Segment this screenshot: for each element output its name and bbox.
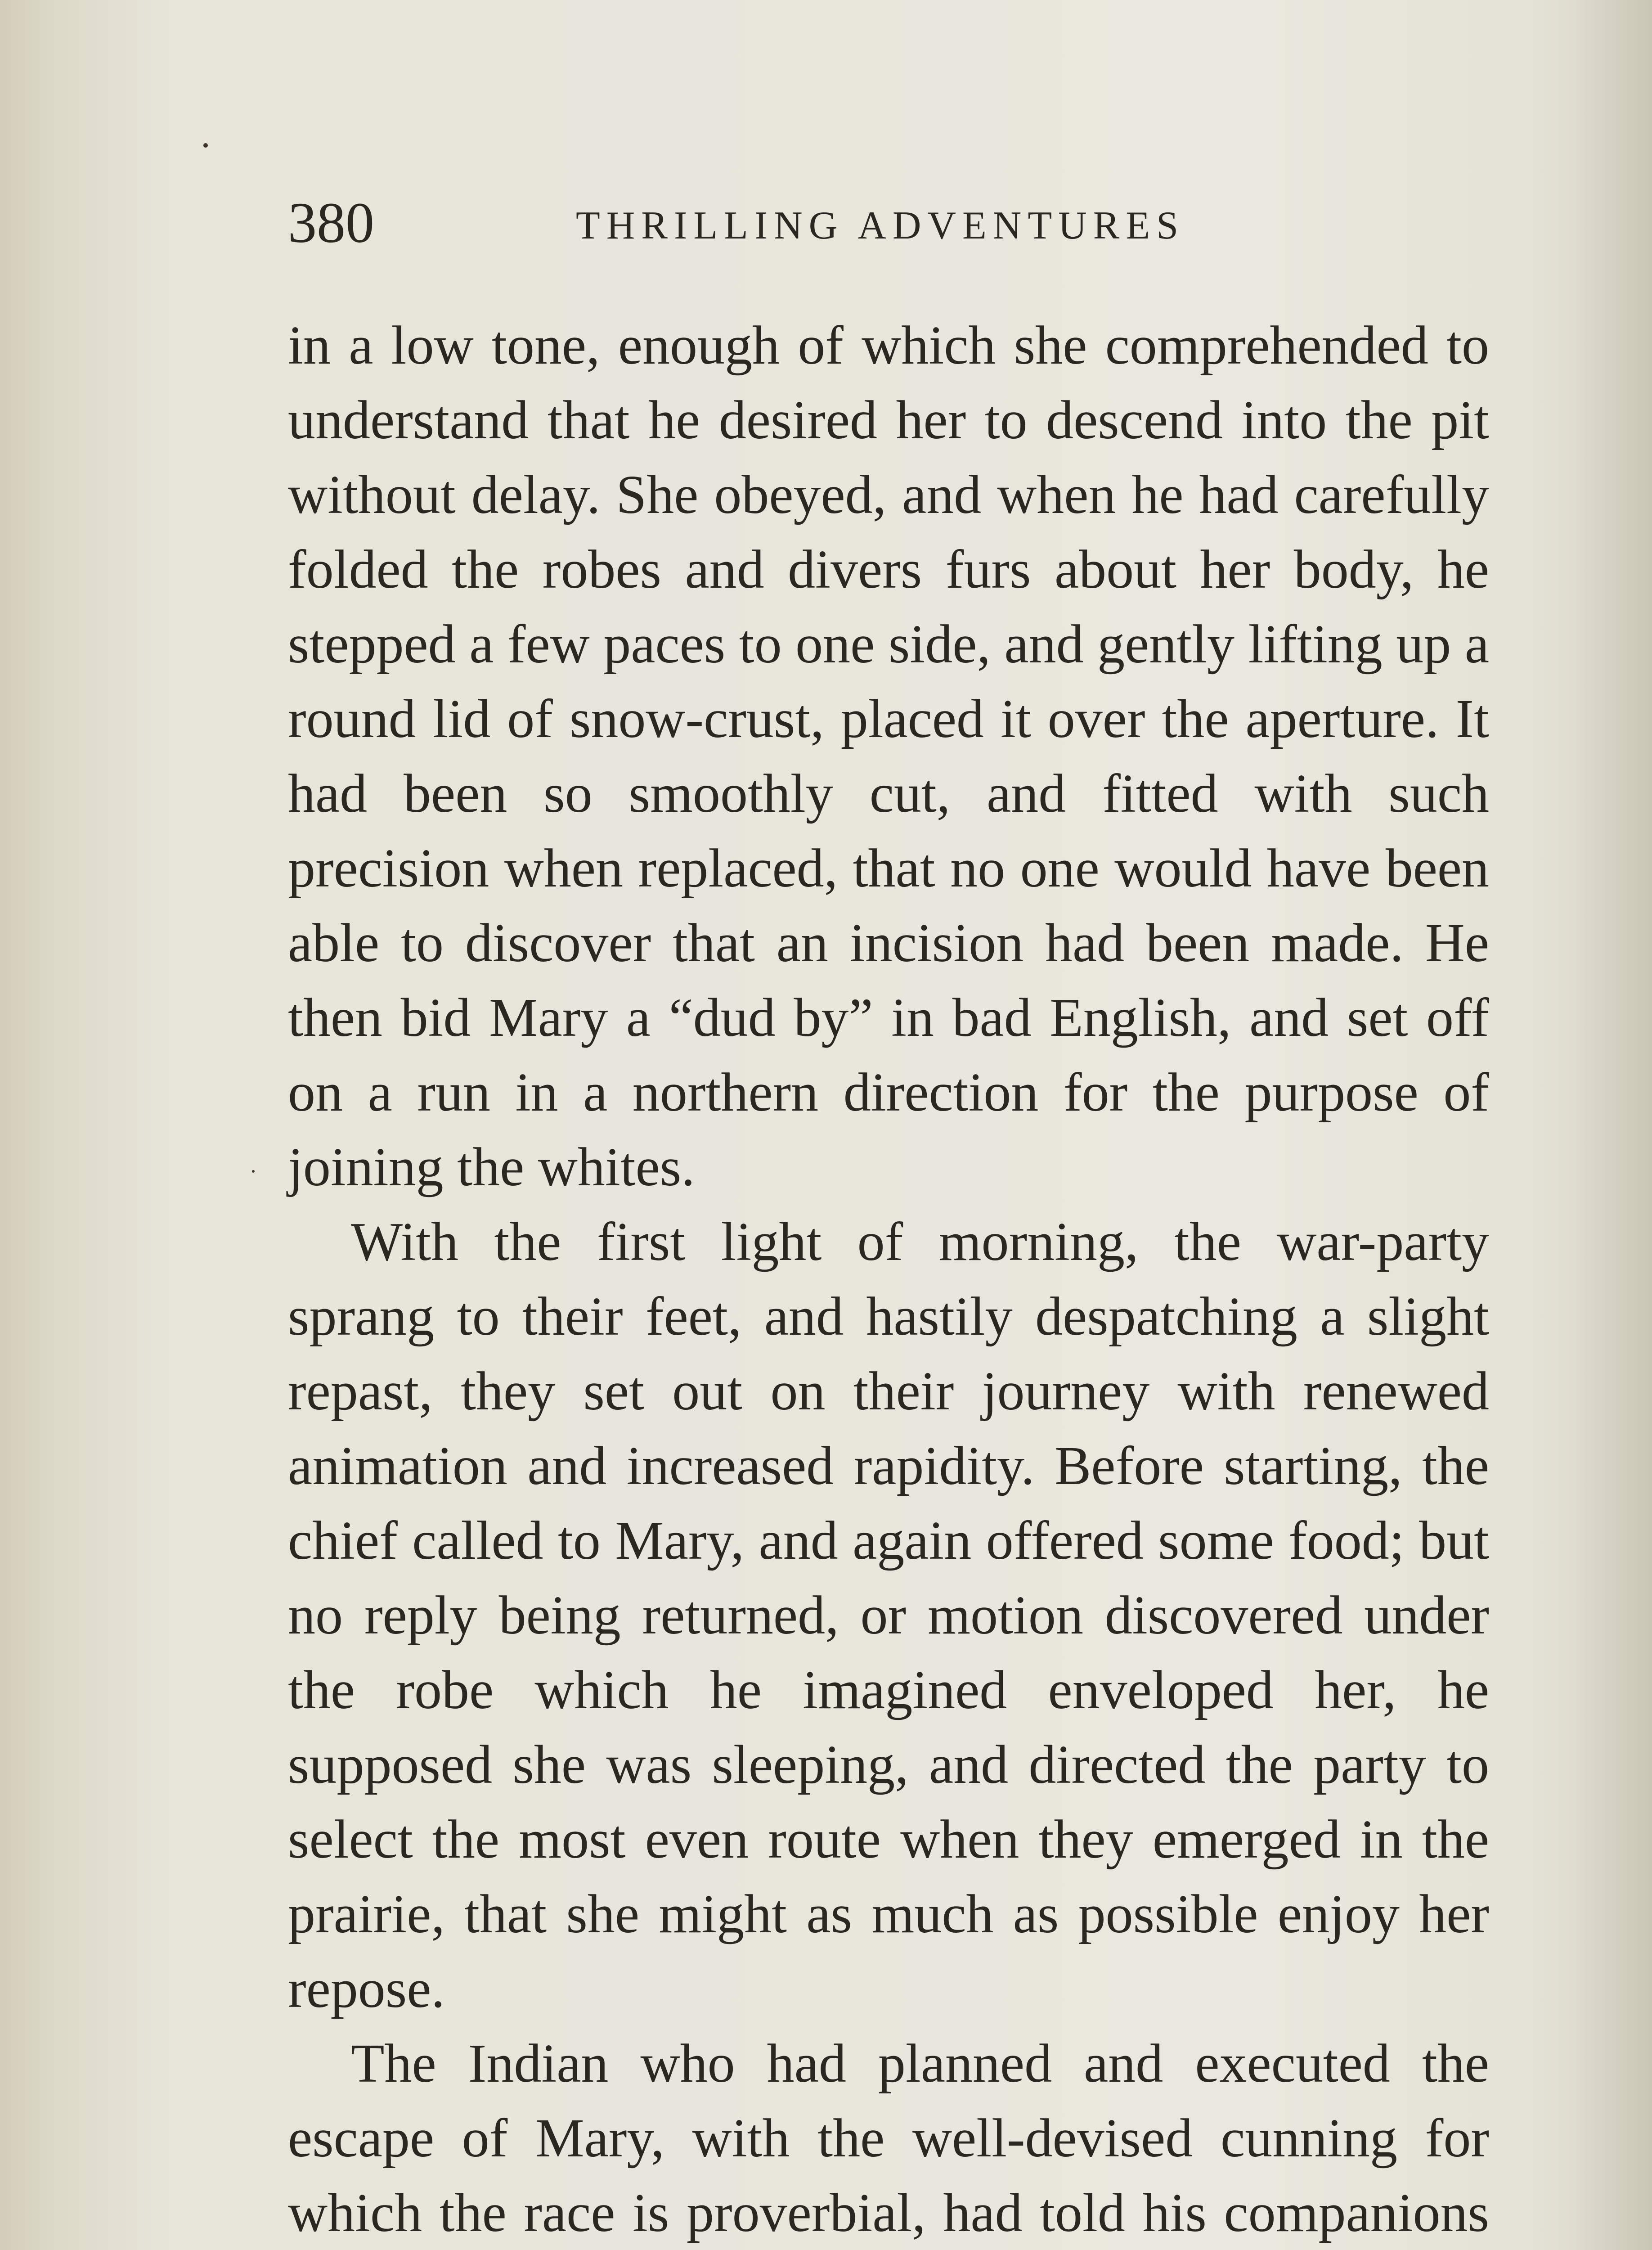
running-head: THRILLING ADVENTURES xyxy=(576,204,1185,248)
page-edge-shadow xyxy=(1571,0,1652,2250)
ink-speck xyxy=(252,1170,255,1173)
body-text xyxy=(288,308,1489,2250)
page-header xyxy=(288,189,1201,256)
paragraph: With the first light of morning, the war-party sprang to their feet, and hastily despatching a slight repast, they set out on their journey with renewed animation and increased rapidity. Before starting, the chief called to Mary, and again offered some food; but no reply being returned, or motion discovered under the robe which he imagined enveloped her, he supposed she was sleeping, and directed the party to select the most even route when they emerged in the prairie, that she might as much as possible enjoy her repose. xyxy=(288,1211,1489,2019)
ink-speck xyxy=(203,143,208,148)
page-number: 380 xyxy=(288,191,374,255)
paragraph: in a low tone, enough of which she comprehended to understand that he desired her to descend into the pit without delay. She obeyed, and when he had carefully folded the robes and divers furs about her body, he stepped a few paces to one side, and gently lifting up a round lid of snow-crust, placed it over the aperture. It had been so smoothly cut, and fitted with such precision when replaced, that no one would have been able to discover that an incision had been made. He then bid Mary a “dud by” in bad English, and set off on a run in a northern direction for the purpose of joining the whites. xyxy=(288,315,1489,1197)
paragraph: The Indian who had planned and executed the escape of Mary, with the well-devised cunning for which the race is proverbial, had told his companions xyxy=(288,2033,1489,2243)
